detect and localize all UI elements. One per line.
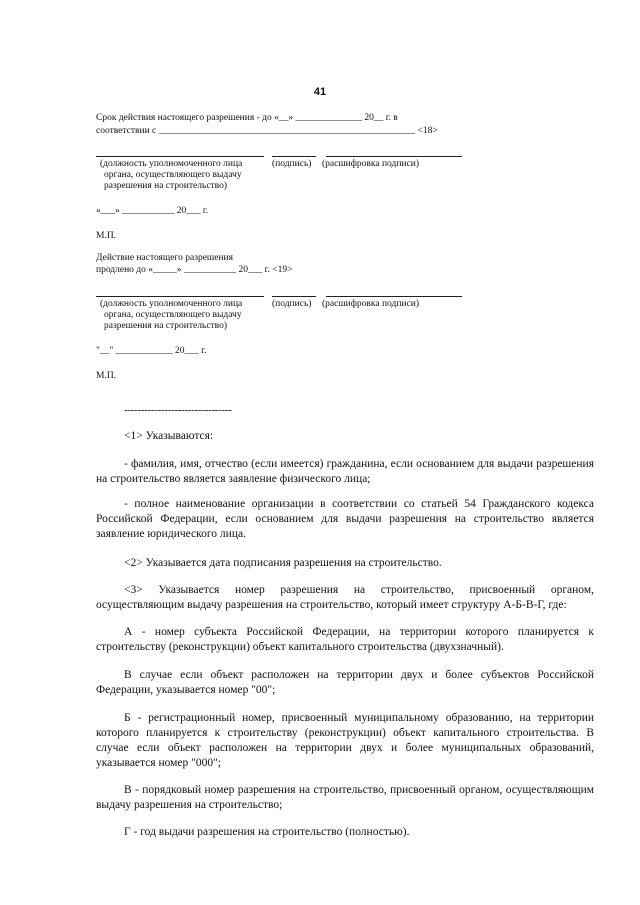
footnote-3 [96,583,594,613]
official-line [96,156,264,157]
decryption-caption: (расшифровка подписи) [322,299,419,309]
official-caption-3: разрешения на строительство) [104,181,228,191]
official-line [96,296,264,297]
official-caption-1: (должность уполномоченного лица [100,159,243,169]
decryption-line [326,296,462,297]
footnote-text: Б - регистрационный номер, присвоенный муниципальному образованию, на территории которого планируется к строительству (реконструкции) объект капитального строительства. В случае если объект расположен на территории двух и более муниципальных образований, указывается номер "000"; [96,712,594,769]
official-caption-2: органа, осуществляющего выдачу [104,170,242,180]
date-line: "__" ____________ 20___ г. [96,346,207,356]
footnote-text: - фамилия, имя, отчество (если имеется) гражданина, если основанием для выдачи разрешения на строительство является заявление физического лица; [96,458,594,485]
footnote-text: В случае если объект расположен на территории двух и более субъектов Российской Федерации, указывается номер "00"; [96,669,594,696]
decryption-line [326,156,462,157]
footnote-1-item-b [96,497,594,542]
page-number: 41 [313,86,327,98]
footnote-text: А - номер субъекта Российской Федерации, на территории которого планируется к строительству (реконструкции) объект капитального строительства (двухзначный). [96,626,594,653]
signature-line [272,296,316,297]
signature-caption: (подпись) [272,159,312,169]
footnote-text: <3> Указывается номер разрешения на строительство, присвоенный органом, осуществляющим выдачу разрешения на строительство, который имеет структуру А-Б-В-Г, где: [96,584,594,611]
official-caption-1: (должность уполномоченного лица [100,299,243,309]
official-caption-2: органа, осуществляющего выдачу [104,310,242,320]
date-line: «___» ___________ 20___ г. [96,206,209,216]
validity-line-1: Срок действия настоящего разрешения - до «__» ______________ 20__ г. в [96,113,398,123]
footnote-text: <2> Указывается дата подписания разрешения на строительство. [124,557,442,569]
footnote-3-part-a-note [96,668,594,698]
extension-line-2: продлено до «_____» ___________ 20___ г. <19> [96,265,293,275]
footnote-3-part-b [96,711,594,771]
footnote-3-part-d [96,825,594,840]
extension-line-1: Действие настоящего разрешения [96,253,233,263]
footnote-3-part-a [96,625,594,655]
seal-mark: М.П. [96,231,117,241]
footnote-2 [96,556,594,571]
signature-line [272,156,316,157]
seal-mark: М.П. [96,371,117,381]
footnote-1-item-a [96,457,594,487]
footnote-1 [96,429,594,444]
footnote-text: Г - год выдачи разрешения на строительство (полностью). [124,826,410,838]
footnote-text: - полное наименование организации в соответствии со статьей 54 Гражданского кодекса Российской Федерации, если основанием для выдачи разрешения на строительство является заявление юридического лица. [96,498,594,540]
footnote-text: В - порядковый номер разрешения на строительство, присвоенный органом, осуществляющим выдачу разрешения на строительство; [96,784,594,811]
footnote-3-part-c [96,783,594,813]
signature-caption: (подпись) [272,299,312,309]
decryption-caption: (расшифровка подписи) [322,159,419,169]
footnote-separator: -------------------------------- [124,404,232,416]
official-caption-3: разрешения на строительство) [104,321,228,331]
footnote-text: <1> Указываются: [124,430,214,442]
validity-line-2: соответствии с ______________________________________________________ <18> [96,126,438,136]
